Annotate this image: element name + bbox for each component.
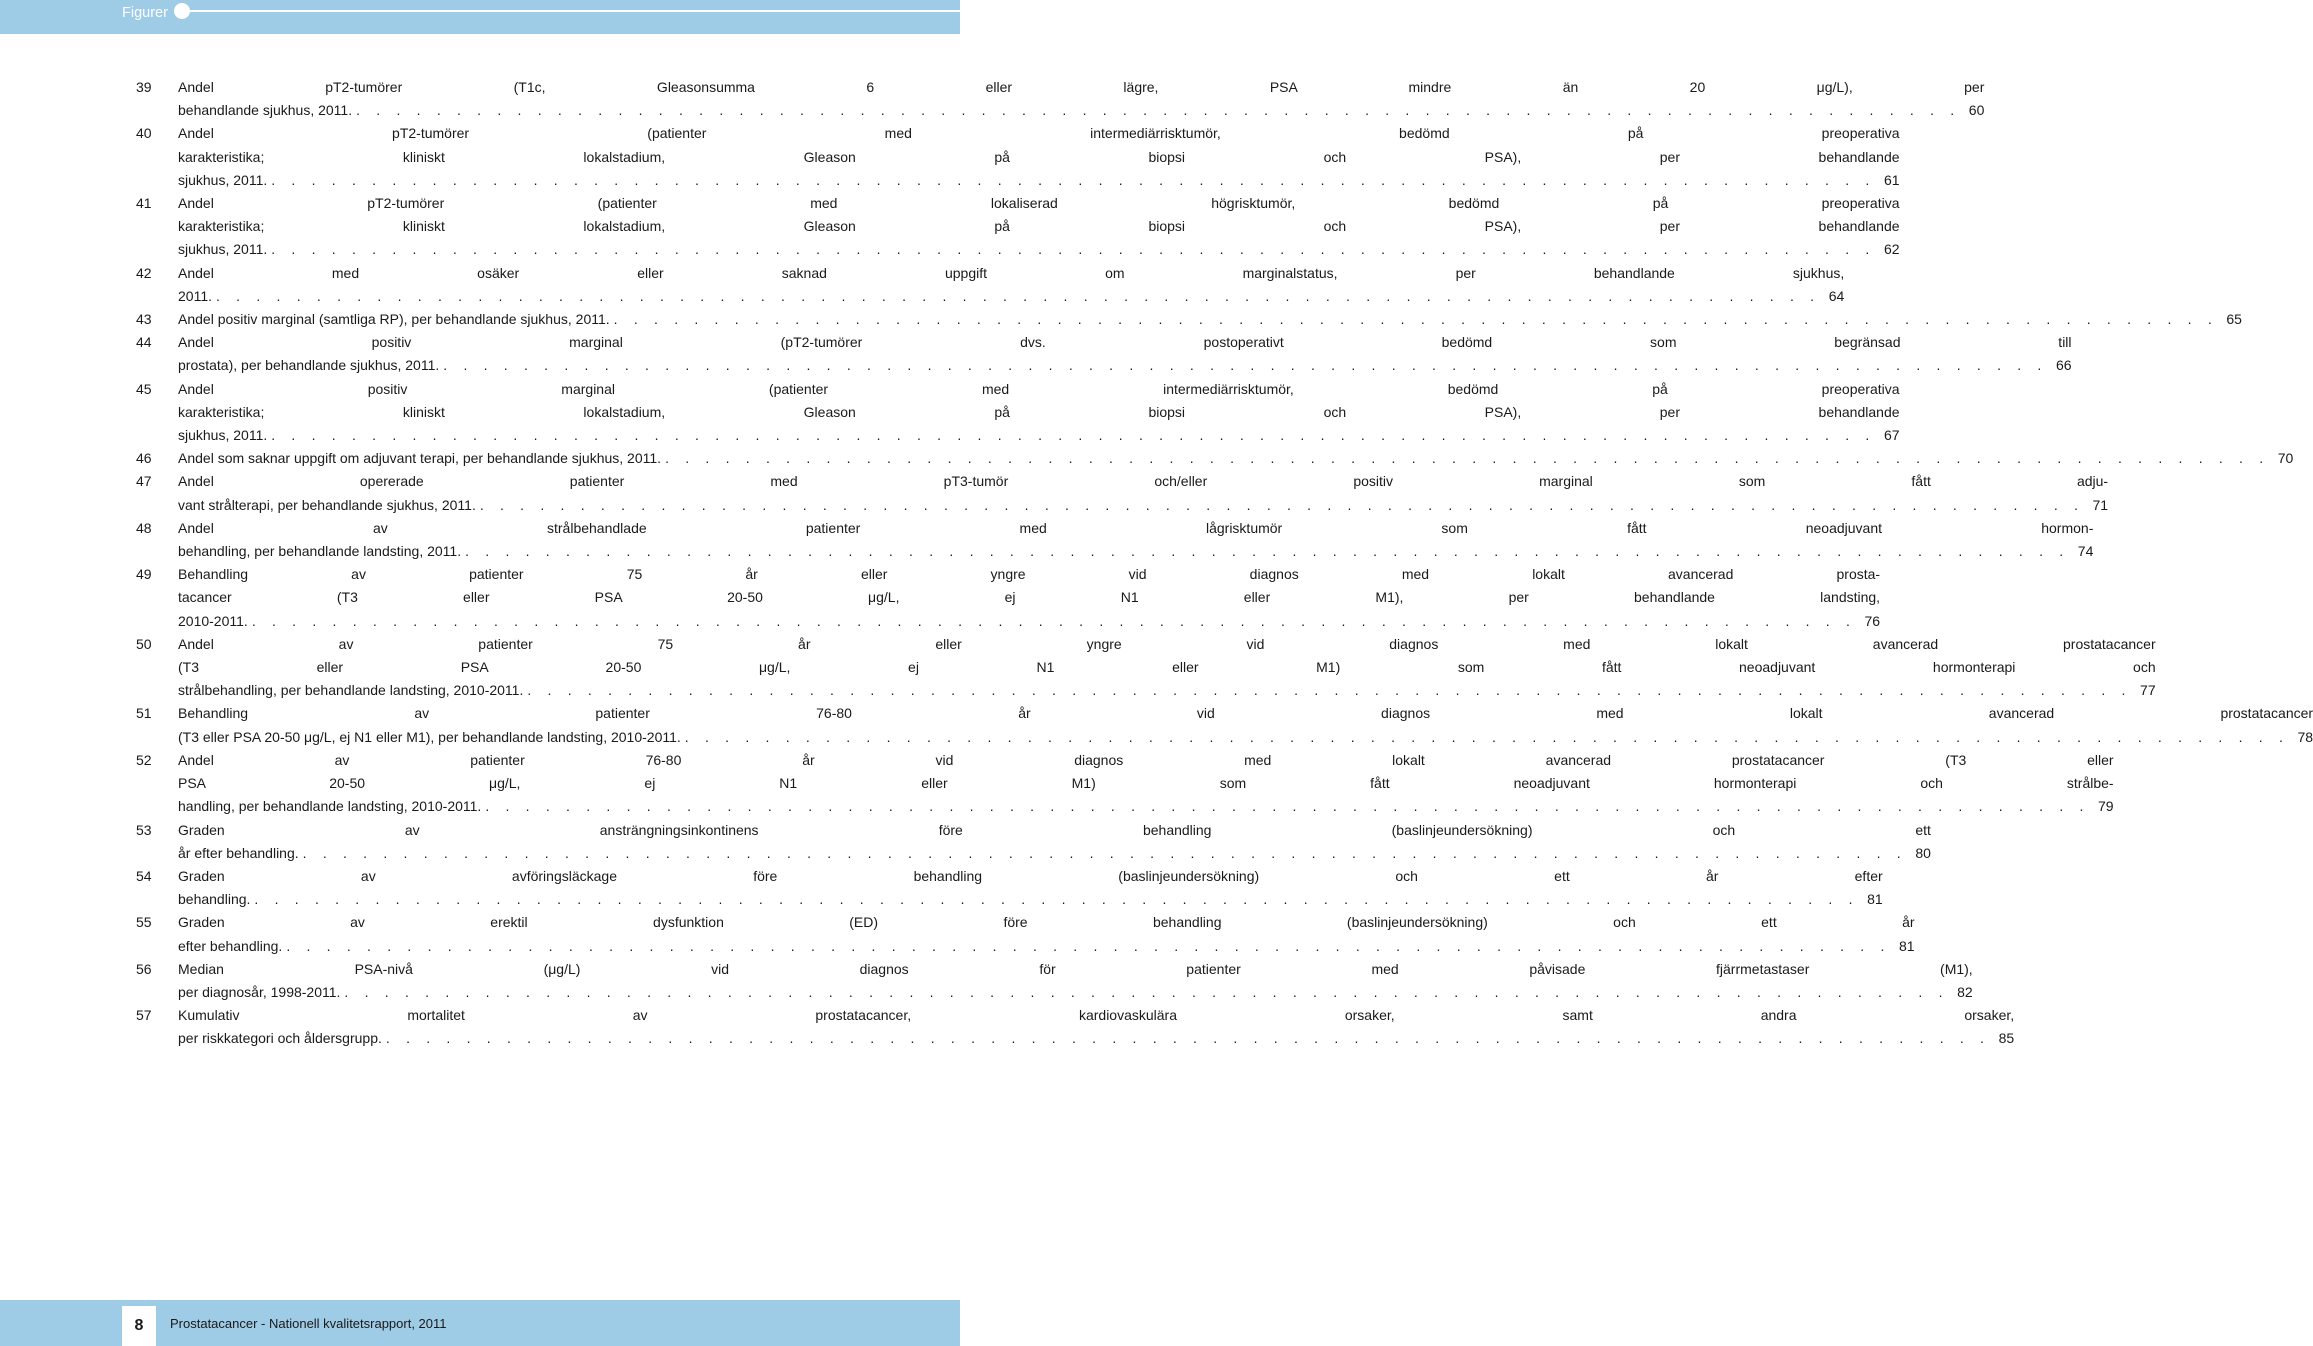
entry-text: sjukhus, 2011.	[178, 241, 268, 258]
page-ref: 81	[1867, 891, 1883, 908]
page-ref: 82	[1957, 983, 1973, 1000]
toc-entry[interactable]	[136, 517, 2094, 563]
entry-text: karakteristika; kliniskt lokalstadium, Gleason på biopsi och PSA), per behandlande	[178, 148, 1900, 165]
entry-text: per diagnosår, 1998-2011.	[178, 983, 341, 1000]
entry-text: vant strålterapi, per behandlande sjukhus, 2011.	[178, 496, 476, 513]
entry-text: PSA 20-50 μg/L, ej N1 eller M1) som fått neoadjuvant hormonterapi och strålbe-	[178, 775, 2114, 792]
entry-text: (T3 eller PSA 20-50 μg/L, ej N1 eller M1) som fått neoadjuvant hormonterapi och	[178, 659, 2156, 676]
dot-leader: . . . . . . . . . . . . . . . . . . . . . . . . . . . . . . . . . . . . . . . . . . . . . . . . . . . . . . . . . . . . . . . . . . . . . . . . . . . . . . . .	[479, 496, 2085, 513]
entry-line	[178, 819, 1931, 842]
page-ref: 66	[2055, 357, 2072, 374]
entry-line	[178, 169, 1900, 192]
dot-leader: . . . . . . . . . . . . . . . . . . . . . . . . . . . . . . . . . . . . . . . . . . . . . . . . . . . . . . . . . . . . . . . . . . . . . . . . . . . . . . . .	[356, 102, 1961, 119]
figure-number: 50	[136, 635, 152, 652]
entry-line	[178, 911, 1915, 934]
dot-leader: . . . . . . . . . . . . . . . . . . . . . . . . . . . . . . . . . . . . . . . . . . . . . . . . . . . . . . . . . . . . . . . . . . . . . . . . . . . . . . . .	[665, 450, 2270, 467]
entry-text: Andel av strålbehandlade patienter med lågrisktumör som fått neoadjuvant hormon-	[178, 519, 2094, 536]
toc-entry[interactable]	[136, 331, 2072, 377]
footer-text: Prostatacancer - Nationell kvalitetsrapport, 2011	[170, 1316, 447, 1331]
entry-text: handling, per behandlande landsting, 2010-2011.	[178, 798, 482, 815]
entry-line	[178, 447, 2293, 470]
dot-leader: . . . . . . . . . . . . . . . . . . . . . . . . . . . . . . . . . . . . . . . . . . . . . . . . . . . . . . . . . . . . . . . . . . . . . . . . . . . . . . . .	[251, 612, 1857, 629]
toc-entry[interactable]	[136, 1004, 2015, 1050]
entry-body	[178, 819, 1931, 865]
entry-text: efter behandling.	[178, 937, 283, 954]
dot-leader: . . . . . . . . . . . . . . . . . . . . . . . . . . . . . . . . . . . . . . . . . . . . . . . . . . . . . . . . . . . . . . . . . . . . . . . . . . . . . . . .	[271, 427, 1876, 444]
figure-number: 40	[136, 125, 152, 142]
entry-text: behandling, per behandlande landsting, 2011.	[178, 543, 462, 560]
figure-number: 46	[136, 450, 152, 467]
toc-entry[interactable]	[136, 308, 2242, 331]
entry-line	[178, 424, 1900, 447]
header-rule	[190, 10, 960, 12]
entry-line	[178, 586, 1880, 609]
toc-entry[interactable]	[136, 76, 1985, 122]
entry-line	[178, 378, 1900, 401]
dot-leader: . . . . . . . . . . . . . . . . . . . . . . . . . . . . . . . . . . . . . . . . . . . . . . . . . . . . . . . . . . . . . . . . . . . . . . . . . . . . . . . .	[684, 728, 2290, 745]
entry-line	[178, 262, 1844, 285]
figure-number: 49	[136, 566, 152, 583]
entry-body	[178, 76, 1984, 122]
toc-entry[interactable]	[136, 865, 1883, 911]
dot-leader: . . . . . . . . . . . . . . . . . . . . . . . . . . . . . . . . . . . . . . . . . . . . . . . . . . . . . . . . . . . . . . . . . . . . . . . . . . . . . . . .	[271, 241, 1876, 258]
entry-line	[178, 354, 2072, 377]
entry-text: Andel pT2-tumörer (T1c, Gleasonsumma 6 eller lägre, PSA mindre än 20 μg/L), per	[178, 79, 1985, 95]
page-ref: 74	[2077, 543, 2094, 560]
entry-text: sjukhus, 2011.	[178, 427, 268, 444]
figure-number: 41	[136, 195, 152, 212]
entry-line	[178, 610, 1880, 633]
entry-text: (T3 eller PSA 20-50 μg/L, ej N1 eller M1), per behandlande landsting, 2010-2011.	[178, 728, 681, 745]
toc-entry[interactable]	[136, 702, 2313, 748]
figure-number: 45	[136, 380, 152, 397]
bullet-circle-icon	[174, 3, 190, 19]
entry-line	[178, 238, 1900, 261]
entry-body	[178, 192, 1900, 262]
entry-body	[178, 702, 2313, 748]
entry-body	[178, 749, 2114, 819]
entry-line	[178, 702, 2313, 725]
page-ref: 78	[2297, 728, 2313, 745]
figure-number: 57	[136, 1007, 152, 1024]
page-ref: 79	[2098, 798, 2114, 815]
dot-leader: . . . . . . . . . . . . . . . . . . . . . . . . . . . . . . . . . . . . . . . . . . . . . . . . . . . . . . . . . . . . . . . . . . . . . . . . . . . . . . . .	[465, 543, 2070, 560]
entry-text: sjukhus, 2011.	[178, 171, 268, 188]
entry-line	[178, 1004, 2014, 1027]
entry-text: strålbehandling, per behandlande landsting, 2010-2011.	[178, 682, 524, 699]
entry-line	[178, 331, 2072, 354]
entry-text: Andel av patienter 75 år eller yngre vid diagnos med lokalt avancerad prostatacancer	[178, 635, 2156, 652]
page-ref: 62	[1883, 241, 1900, 258]
figure-number: 47	[136, 473, 152, 490]
entry-text: Andel pT2-tumörer (patienter med intermediärrisktumör, bedömd på preoperativa	[178, 125, 1900, 142]
entry-line	[178, 76, 1984, 99]
entry-body	[178, 911, 1915, 957]
entry-body	[178, 262, 1844, 308]
entry-line	[178, 122, 1900, 145]
dot-leader: . . . . . . . . . . . . . . . . . . . . . . . . . . . . . . . . . . . . . . . . . . . . . . . . . . . . . . . . . . . . . . . . . . . . . . . . . . . . . . . .	[385, 1030, 1991, 1047]
entry-text: Andel av patienter 76-80 år vid diagnos med lokalt avancerad prostatacancer (T3 eller	[178, 751, 2114, 768]
page-ref: 76	[1864, 612, 1881, 629]
figure-number: 51	[136, 705, 152, 722]
entry-text: Graden av erektil dysfunktion (ED) före behandling (baslinjeundersökning) och ett år	[178, 914, 1915, 931]
entry-text: Andel pT2-tumörer (patienter med lokaliserad högrisktumör, bedömd på preoperativa	[178, 195, 1900, 212]
figure-number: 55	[136, 914, 152, 931]
figure-number: 39	[136, 79, 152, 95]
page-ref: 70	[2277, 450, 2294, 467]
entry-line	[178, 749, 2114, 772]
entry-line	[178, 146, 1900, 169]
page-ref: 61	[1883, 171, 1900, 188]
page-ref: 64	[1828, 287, 1845, 304]
entry-text: Kumulativ mortalitet av prostatacancer, kardiovaskulära orsaker, samt andra orsaker,	[178, 1007, 2015, 1024]
entry-line	[178, 935, 1915, 958]
toc-entry[interactable]	[136, 470, 2109, 516]
toc-entry[interactable]	[136, 563, 1881, 633]
entry-text: Median PSA-nivå (μg/L) vid diagnos för patienter med påvisade fjärrmetastaser (M1),	[178, 960, 1973, 977]
toc-entry[interactable]	[136, 911, 1915, 957]
page-ref: 65	[2226, 311, 2242, 328]
toc-entry[interactable]	[136, 633, 2156, 703]
entry-line	[178, 1027, 2014, 1050]
entry-text: behandling.	[178, 891, 251, 908]
entry-line	[178, 888, 1883, 911]
dot-leader: . . . . . . . . . . . . . . . . . . . . . . . . . . . . . . . . . . . . . . . . . . . . . . . . . . . . . . . . . . . . . . . . . . . . . . . . . . . . . . . .	[271, 171, 1876, 188]
entry-body	[178, 331, 2072, 377]
entry-line	[178, 494, 2108, 517]
entry-line	[178, 99, 1984, 122]
entry-text: Behandling av patienter 75 år eller yngre vid diagnos med lokalt avancerad prosta-	[178, 566, 1881, 583]
dot-leader: . . . . . . . . . . . . . . . . . . . . . . . . . . . . . . . . . . . . . . . . . . . . . . . . . . . . . . . . . . . . . . . . . . . . . . . . . . . . . . . .	[527, 682, 2132, 699]
page-number-box	[122, 1306, 156, 1346]
entry-text: Andel positiv marginal (patienter med intermediärrisktumör, bedömd på preoperativa	[178, 380, 1900, 397]
entry-line	[178, 192, 1900, 215]
entry-line	[178, 842, 1931, 865]
figure-number: 42	[136, 264, 152, 281]
entry-line	[178, 401, 1900, 424]
dot-leader: . . . . . . . . . . . . . . . . . . . . . . . . . . . . . . . . . . . . . . . . . . . . . . . . . . . . . . . . . . . . . . . . . . . . . . . . . . . . . . . .	[302, 844, 1907, 861]
figure-number: 48	[136, 519, 152, 536]
dot-leader: . . . . . . . . . . . . . . . . . . . . . . . . . . . . . . . . . . . . . . . . . . . . . . . . . . . . . . . . . . . . . . . . . . . . . . . . . . . . . . . .	[254, 891, 1859, 908]
entry-text: Andel med osäker eller saknad uppgift om marginalstatus, per behandlande sjukhus,	[178, 264, 1845, 281]
figure-number: 44	[136, 334, 152, 351]
entry-body	[178, 447, 2293, 470]
entry-body	[178, 633, 2156, 703]
entry-body	[178, 122, 1900, 192]
entry-line	[178, 958, 1973, 981]
entry-line	[178, 517, 2093, 540]
entry-body	[178, 308, 2242, 331]
entry-line	[178, 656, 2156, 679]
page-ref: 85	[1998, 1030, 2015, 1047]
entry-line	[178, 308, 2242, 331]
page-ref: 60	[1968, 102, 1985, 119]
entry-text: Andel som saknar uppgift om adjuvant terapi, per behandlande sjukhus, 2011.	[178, 450, 662, 467]
section-title: Figurer	[122, 5, 168, 21]
entry-text: behandlande sjukhus, 2011.	[178, 102, 353, 119]
entry-body	[178, 1004, 2014, 1050]
entry-body	[178, 470, 2108, 516]
figure-number: 43	[136, 311, 152, 328]
entry-text: 2011.	[178, 287, 212, 304]
toc-entry[interactable]	[136, 262, 1845, 308]
dot-leader: . . . . . . . . . . . . . . . . . . . . . . . . . . . . . . . . . . . . . . . . . . . . . . . . . . . . . . . . . . . . . . . . . . . . . . . . . . . . . . . .	[485, 798, 2090, 815]
footer-band	[0, 1300, 960, 1346]
entry-line	[178, 285, 1844, 308]
page-ref: 80	[1915, 844, 1931, 861]
entry-body	[178, 563, 1880, 633]
entry-text: år efter behandling.	[178, 844, 299, 861]
entry-line	[178, 563, 1880, 586]
entry-text: Andel positiv marginal (pT2-tumörer dvs. postoperativt bedömd som begränsad till	[178, 334, 2072, 351]
figure-list	[136, 76, 2313, 1051]
entry-body	[178, 865, 1883, 911]
entry-text: Andel positiv marginal (samtliga RP), per behandlande sjukhus, 2011.	[178, 311, 610, 328]
page-ref: 81	[1899, 937, 1915, 954]
page-ref: 77	[2140, 682, 2156, 699]
entry-line	[178, 540, 2093, 563]
toc-entry[interactable]	[136, 192, 1900, 262]
toc-entry[interactable]	[136, 378, 1900, 448]
dot-leader: . . . . . . . . . . . . . . . . . . . . . . . . . . . . . . . . . . . . . . . . . . . . . . . . . . . . . . . . . . . . . . . . . . . . . . . . . . . . . . . .	[443, 357, 2048, 374]
entry-body	[178, 378, 1900, 448]
entry-text: Graden av avföringsläckage före behandling (baslinjeundersökning) och ett år efter	[178, 867, 1883, 884]
toc-entry[interactable]	[136, 447, 2294, 470]
dot-leader: . . . . . . . . . . . . . . . . . . . . . . . . . . . . . . . . . . . . . . . . . . . . . . . . . . . . . . . . . . . . . . . . . . . . . . . . . . . . . . . .	[286, 937, 1891, 954]
header-band	[0, 0, 960, 34]
figure-number: 56	[136, 960, 152, 977]
toc-entry[interactable]	[136, 819, 1931, 865]
entry-body	[178, 517, 2093, 563]
page-ref: 67	[1883, 427, 1900, 444]
entry-line	[178, 981, 1973, 1004]
entry-line	[178, 772, 2114, 795]
figure-number: 53	[136, 821, 152, 838]
entry-text: tacancer (T3 eller PSA 20-50 μg/L, ej N1 eller M1), per behandlande landsting,	[178, 589, 1881, 606]
entry-text: karakteristika; kliniskt lokalstadium, Gleason på biopsi och PSA), per behandlande	[178, 403, 1900, 420]
entry-text: per riskkategori och åldersgrupp.	[178, 1030, 382, 1047]
entry-line	[178, 633, 2156, 656]
dot-leader: . . . . . . . . . . . . . . . . . . . . . . . . . . . . . . . . . . . . . . . . . . . . . . . . . . . . . . . . . . . . . . . . . . . . . . . . . . . . . . . .	[216, 287, 1821, 304]
page-ref: 71	[2092, 496, 2109, 513]
entry-body	[178, 958, 1973, 1004]
entry-line	[178, 215, 1900, 238]
dot-leader: . . . . . . . . . . . . . . . . . . . . . . . . . . . . . . . . . . . . . . . . . . . . . . . . . . . . . . . . . . . . . . . . . . . . . . . . . . . . . . . .	[613, 311, 2218, 328]
figure-number: 54	[136, 867, 152, 884]
dot-leader: . . . . . . . . . . . . . . . . . . . . . . . . . . . . . . . . . . . . . . . . . . . . . . . . . . . . . . . . . . . . . . . . . . . . . . . . . . . . . . . .	[344, 983, 1949, 1000]
toc-entry[interactable]	[136, 749, 2114, 819]
entry-text: 2010-2011.	[178, 612, 248, 629]
entry-line	[178, 795, 2114, 818]
toc-entry[interactable]	[136, 122, 1900, 192]
entry-text: Behandling av patienter 76-80 år vid diagnos med lokalt avancerad prostatacancer	[178, 705, 2313, 722]
entry-line	[178, 679, 2156, 702]
toc-entry[interactable]	[136, 958, 1973, 1004]
entry-text: Graden av ansträngningsinkontinens före behandling (baslinjeundersökning) och ett	[178, 821, 1931, 838]
entry-text: Andel opererade patienter med pT3-tumör och/eller positiv marginal som fått adju-	[178, 473, 2109, 490]
entry-text: prostata), per behandlande sjukhus, 2011.	[178, 357, 440, 374]
entry-line	[178, 726, 2313, 749]
entry-line	[178, 470, 2108, 493]
entry-line	[178, 865, 1883, 888]
page-number: 8	[134, 1317, 144, 1334]
entry-text: karakteristika; kliniskt lokalstadium, Gleason på biopsi och PSA), per behandlande	[178, 218, 1900, 235]
figure-number: 52	[136, 751, 152, 768]
